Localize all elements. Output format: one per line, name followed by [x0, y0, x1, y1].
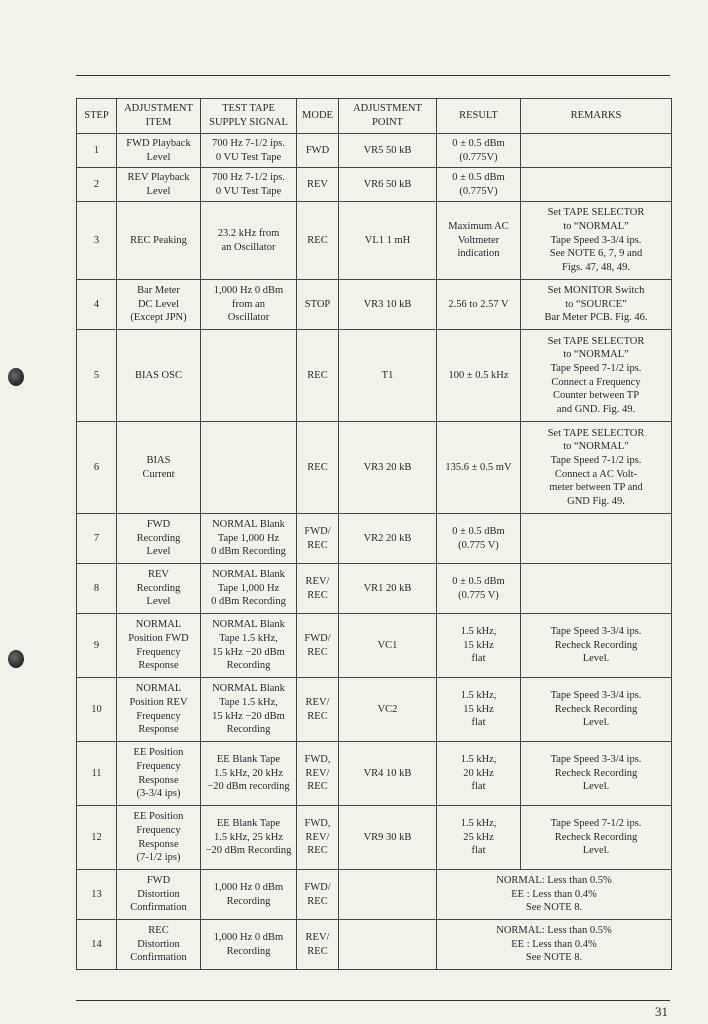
remarks-cell [521, 564, 672, 614]
step-cell: 1 [77, 134, 117, 168]
adjustment-table [76, 98, 672, 970]
table-row [77, 202, 672, 280]
item-cell: NORMAL Position FWD Frequency Response [117, 614, 201, 678]
top-rule [76, 75, 670, 76]
remarks-cell [521, 514, 672, 564]
step-cell: 10 [77, 678, 117, 742]
signal-cell: 1,000 Hz 0 dBm Recording [201, 920, 297, 970]
mode-cell: FWD/ REC [297, 614, 339, 678]
mode-cell: FWD [297, 134, 339, 168]
step-cell: 9 [77, 614, 117, 678]
mode-cell: REV/ REC [297, 564, 339, 614]
point-cell: VR3 20 kB [339, 422, 437, 514]
point-cell: VR9 30 kB [339, 806, 437, 870]
table-row [77, 920, 672, 970]
table-row [77, 614, 672, 678]
table-row [77, 280, 672, 330]
result-cell: 2.56 to 2.57 V [437, 280, 521, 330]
point-cell: VR2 20 kB [339, 514, 437, 564]
result-cell: 0 ± 0.5 dBm (0.775 V) [437, 564, 521, 614]
binder-hole-top [8, 368, 24, 386]
bottom-rule [76, 1000, 670, 1001]
result-cell: 0 ± 0.5 dBm (0.775 V) [437, 514, 521, 564]
signal-cell: 700 Hz 7-1/2 ips. 0 VU Test Tape [201, 134, 297, 168]
point-cell: VC1 [339, 614, 437, 678]
remarks-cell [521, 134, 672, 168]
result-cell: 1.5 kHz, 15 kHz flat [437, 678, 521, 742]
header-step: STEP [77, 99, 117, 134]
remarks-cell: Set TAPE SELECTOR to “NORMAL” Tape Speed 7-1/2 ips. Connect a Frequency Counter between TP and GND. Fig. 49. [521, 330, 672, 422]
step-cell: 2 [77, 168, 117, 202]
table-row [77, 330, 672, 422]
point-cell: VR5 50 kB [339, 134, 437, 168]
mode-cell: REV/ REC [297, 678, 339, 742]
step-cell: 3 [77, 202, 117, 280]
remarks-cell: Tape Speed 7-1/2 ips. Recheck Recording Level. [521, 806, 672, 870]
result-cell: NORMAL: Less than 0.5% EE : Less than 0.4% See NOTE 8. [437, 920, 672, 970]
point-cell: VR6 50 kB [339, 168, 437, 202]
signal-cell: NORMAL Blank Tape 1,000 Hz 0 dBm Recording [201, 564, 297, 614]
mode-cell: FWD, REV/ REC [297, 806, 339, 870]
remarks-cell [521, 168, 672, 202]
step-cell: 7 [77, 514, 117, 564]
mode-cell: REV/ REC [297, 920, 339, 970]
result-cell: NORMAL: Less than 0.5% EE : Less than 0.4% See NOTE 8. [437, 870, 672, 920]
item-cell: REC Peaking [117, 202, 201, 280]
item-cell: FWD Playback Level [117, 134, 201, 168]
item-cell: FWD Recording Level [117, 514, 201, 564]
table-body [77, 134, 672, 970]
remarks-cell: Tape Speed 3-3/4 ips. Recheck Recording Level. [521, 742, 672, 806]
page-number: 31 [655, 1004, 668, 1019]
signal-cell [201, 330, 297, 422]
remarks-cell: Tape Speed 3-3/4 ips. Recheck Recording Level. [521, 678, 672, 742]
mode-cell: REC [297, 330, 339, 422]
step-cell: 13 [77, 870, 117, 920]
item-cell: EE Position Frequency Response (7-1/2 ips) [117, 806, 201, 870]
result-cell: 1.5 kHz, 25 kHz flat [437, 806, 521, 870]
item-cell: REC Distortion Confirmation [117, 920, 201, 970]
item-cell: REV Recording Level [117, 564, 201, 614]
signal-cell: NORMAL Blank Tape 1.5 kHz, 15 kHz −20 dBm Recording [201, 678, 297, 742]
result-cell: 0 ± 0.5 dBm (0.775V) [437, 134, 521, 168]
table-row [77, 134, 672, 168]
table-row [77, 422, 672, 514]
point-cell [339, 870, 437, 920]
step-cell: 6 [77, 422, 117, 514]
signal-cell: EE Blank Tape 1.5 kHz, 20 kHz −20 dBm recording [201, 742, 297, 806]
point-cell: VC2 [339, 678, 437, 742]
signal-cell: 1,000 Hz 0 dBm Recording [201, 870, 297, 920]
step-cell: 12 [77, 806, 117, 870]
header-row [77, 99, 672, 134]
step-cell: 4 [77, 280, 117, 330]
item-cell: REV Playback Level [117, 168, 201, 202]
point-cell [339, 920, 437, 970]
header-item: ADJUSTMENT ITEM [117, 99, 201, 134]
result-cell: 1.5 kHz, 20 kHz flat [437, 742, 521, 806]
result-cell: 135.6 ± 0.5 mV [437, 422, 521, 514]
remarks-cell: Set TAPE SELECTOR to “NORMAL” Tape Speed 7-1/2 ips. Connect a AC Volt- meter between TP and GND Fig. 49. [521, 422, 672, 514]
step-cell: 5 [77, 330, 117, 422]
signal-cell: NORMAL Blank Tape 1,000 Hz 0 dBm Recording [201, 514, 297, 564]
table-row [77, 564, 672, 614]
signal-cell: NORMAL Blank Tape 1.5 kHz, 15 kHz −20 dBm Recording [201, 614, 297, 678]
item-cell: FWD Distortion Confirmation [117, 870, 201, 920]
mode-cell: REC [297, 202, 339, 280]
item-cell: BIAS OSC [117, 330, 201, 422]
table-row [77, 678, 672, 742]
mode-cell: REV [297, 168, 339, 202]
point-cell: VR1 20 kB [339, 564, 437, 614]
result-cell: 0 ± 0.5 dBm (0.775V) [437, 168, 521, 202]
result-cell: 1.5 kHz, 15 kHz flat [437, 614, 521, 678]
result-cell: 100 ± 0.5 kHz [437, 330, 521, 422]
header-remarks: REMARKS [521, 99, 672, 134]
binder-hole-bottom [8, 650, 24, 668]
table-row [77, 514, 672, 564]
header-signal: TEST TAPE SUPPLY SIGNAL [201, 99, 297, 134]
item-cell: BIAS Current [117, 422, 201, 514]
table-row [77, 806, 672, 870]
step-cell: 11 [77, 742, 117, 806]
step-cell: 14 [77, 920, 117, 970]
point-cell: VR3 10 kB [339, 280, 437, 330]
point-cell: VR4 10 kB [339, 742, 437, 806]
remarks-cell: Set MONITOR Switch to “SOURCE” Bar Meter PCB. Fig. 46. [521, 280, 672, 330]
signal-cell [201, 422, 297, 514]
mode-cell: FWD, REV/ REC [297, 742, 339, 806]
mode-cell: REC [297, 422, 339, 514]
signal-cell: 700 Hz 7-1/2 ips. 0 VU Test Tape [201, 168, 297, 202]
table-row [77, 168, 672, 202]
table-row [77, 870, 672, 920]
header-point: ADJUSTMENT POINT [339, 99, 437, 134]
signal-cell: 1,000 Hz 0 dBm from an Oscillator [201, 280, 297, 330]
remarks-cell: Set TAPE SELECTOR to “NORMAL” Tape Speed 3-3/4 ips. See NOTE 6, 7, 9 and Figs. 47, 48, 49. [521, 202, 672, 280]
mode-cell: STOP [297, 280, 339, 330]
item-cell: Bar Meter DC Level (Except JPN) [117, 280, 201, 330]
signal-cell: 23.2 kHz from an Oscillator [201, 202, 297, 280]
step-cell: 8 [77, 564, 117, 614]
table-row [77, 742, 672, 806]
remarks-cell: Tape Speed 3-3/4 ips. Recheck Recording Level. [521, 614, 672, 678]
result-cell: Maximum AC Voltmeter indication [437, 202, 521, 280]
point-cell: T1 [339, 330, 437, 422]
point-cell: VL1 1 mH [339, 202, 437, 280]
mode-cell: FWD/ REC [297, 514, 339, 564]
item-cell: EE Position Frequency Response (3-3/4 ips) [117, 742, 201, 806]
signal-cell: EE Blank Tape 1.5 kHz, 25 kHz −20 dBm Recording [201, 806, 297, 870]
item-cell: NORMAL Position REV Frequency Response [117, 678, 201, 742]
header-mode: MODE [297, 99, 339, 134]
mode-cell: FWD/ REC [297, 870, 339, 920]
header-result: RESULT [437, 99, 521, 134]
